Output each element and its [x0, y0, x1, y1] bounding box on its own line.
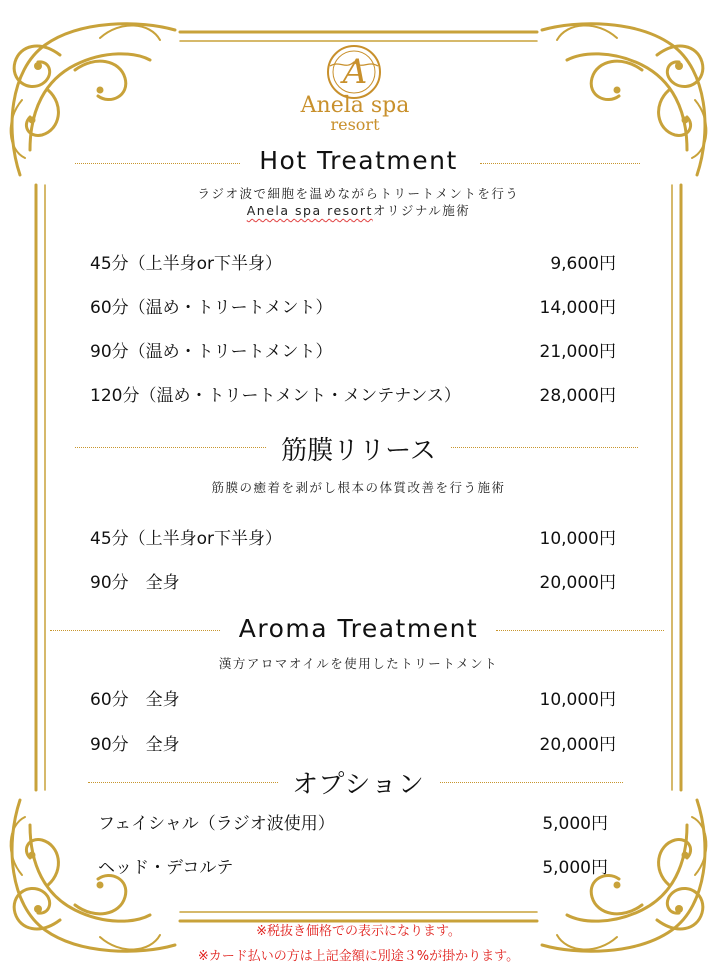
section-title-fascia: 筋膜リリース	[0, 430, 717, 467]
menu-item: 60分 全身 10,000円	[90, 690, 616, 710]
section-subtitle-aroma: 漢方アロマオイルを使用したトリートメント	[218, 656, 499, 671]
section-title-aroma: Aroma Treatment	[0, 614, 717, 643]
menu-item: 60分（温め・トリートメント） 14,000円	[90, 298, 616, 318]
menu-item: 120分（温め・トリートメント・メンテナンス） 28,000円	[90, 386, 616, 406]
card-fee-note: ※カード払いの方は上記金額に別途３%が掛かります。	[197, 949, 520, 964]
logo-name: Anela spa	[300, 93, 410, 118]
section-subtitle-fascia: 筋膜の癒着を剥がし根本の体質改善を行う施術	[211, 480, 506, 495]
tax-note: ※税抜き価格での表示になります。	[256, 924, 461, 939]
section-subtitle-hot-brand: Anela spa resortオリジナル施術	[246, 203, 471, 218]
section-subtitle-hot: ラジオ波で細胞を温めながらトリートメントを行う	[197, 186, 520, 201]
logo	[300, 42, 410, 137]
menu-item: ヘッド・デコルテ 5,000円	[98, 858, 608, 878]
logo-letter: A	[342, 52, 368, 92]
section-title-hot: Hot Treatment	[0, 146, 717, 175]
logo-sub: resort	[330, 115, 380, 134]
menu-item: 90分 全身 20,000円	[90, 735, 616, 755]
menu-item: 45分（上半身or下半身） 10,000円	[90, 529, 616, 549]
menu-item: 90分 全身 20,000円	[90, 573, 616, 593]
menu-item: 90分（温め・トリートメント） 21,000円	[90, 342, 616, 362]
menu-item: フェイシャル（ラジオ波使用） 5,000円	[98, 814, 608, 834]
menu-item: 45分（上半身or下半身） 9,600円	[90, 254, 616, 274]
section-title-options: オプション	[0, 764, 717, 801]
